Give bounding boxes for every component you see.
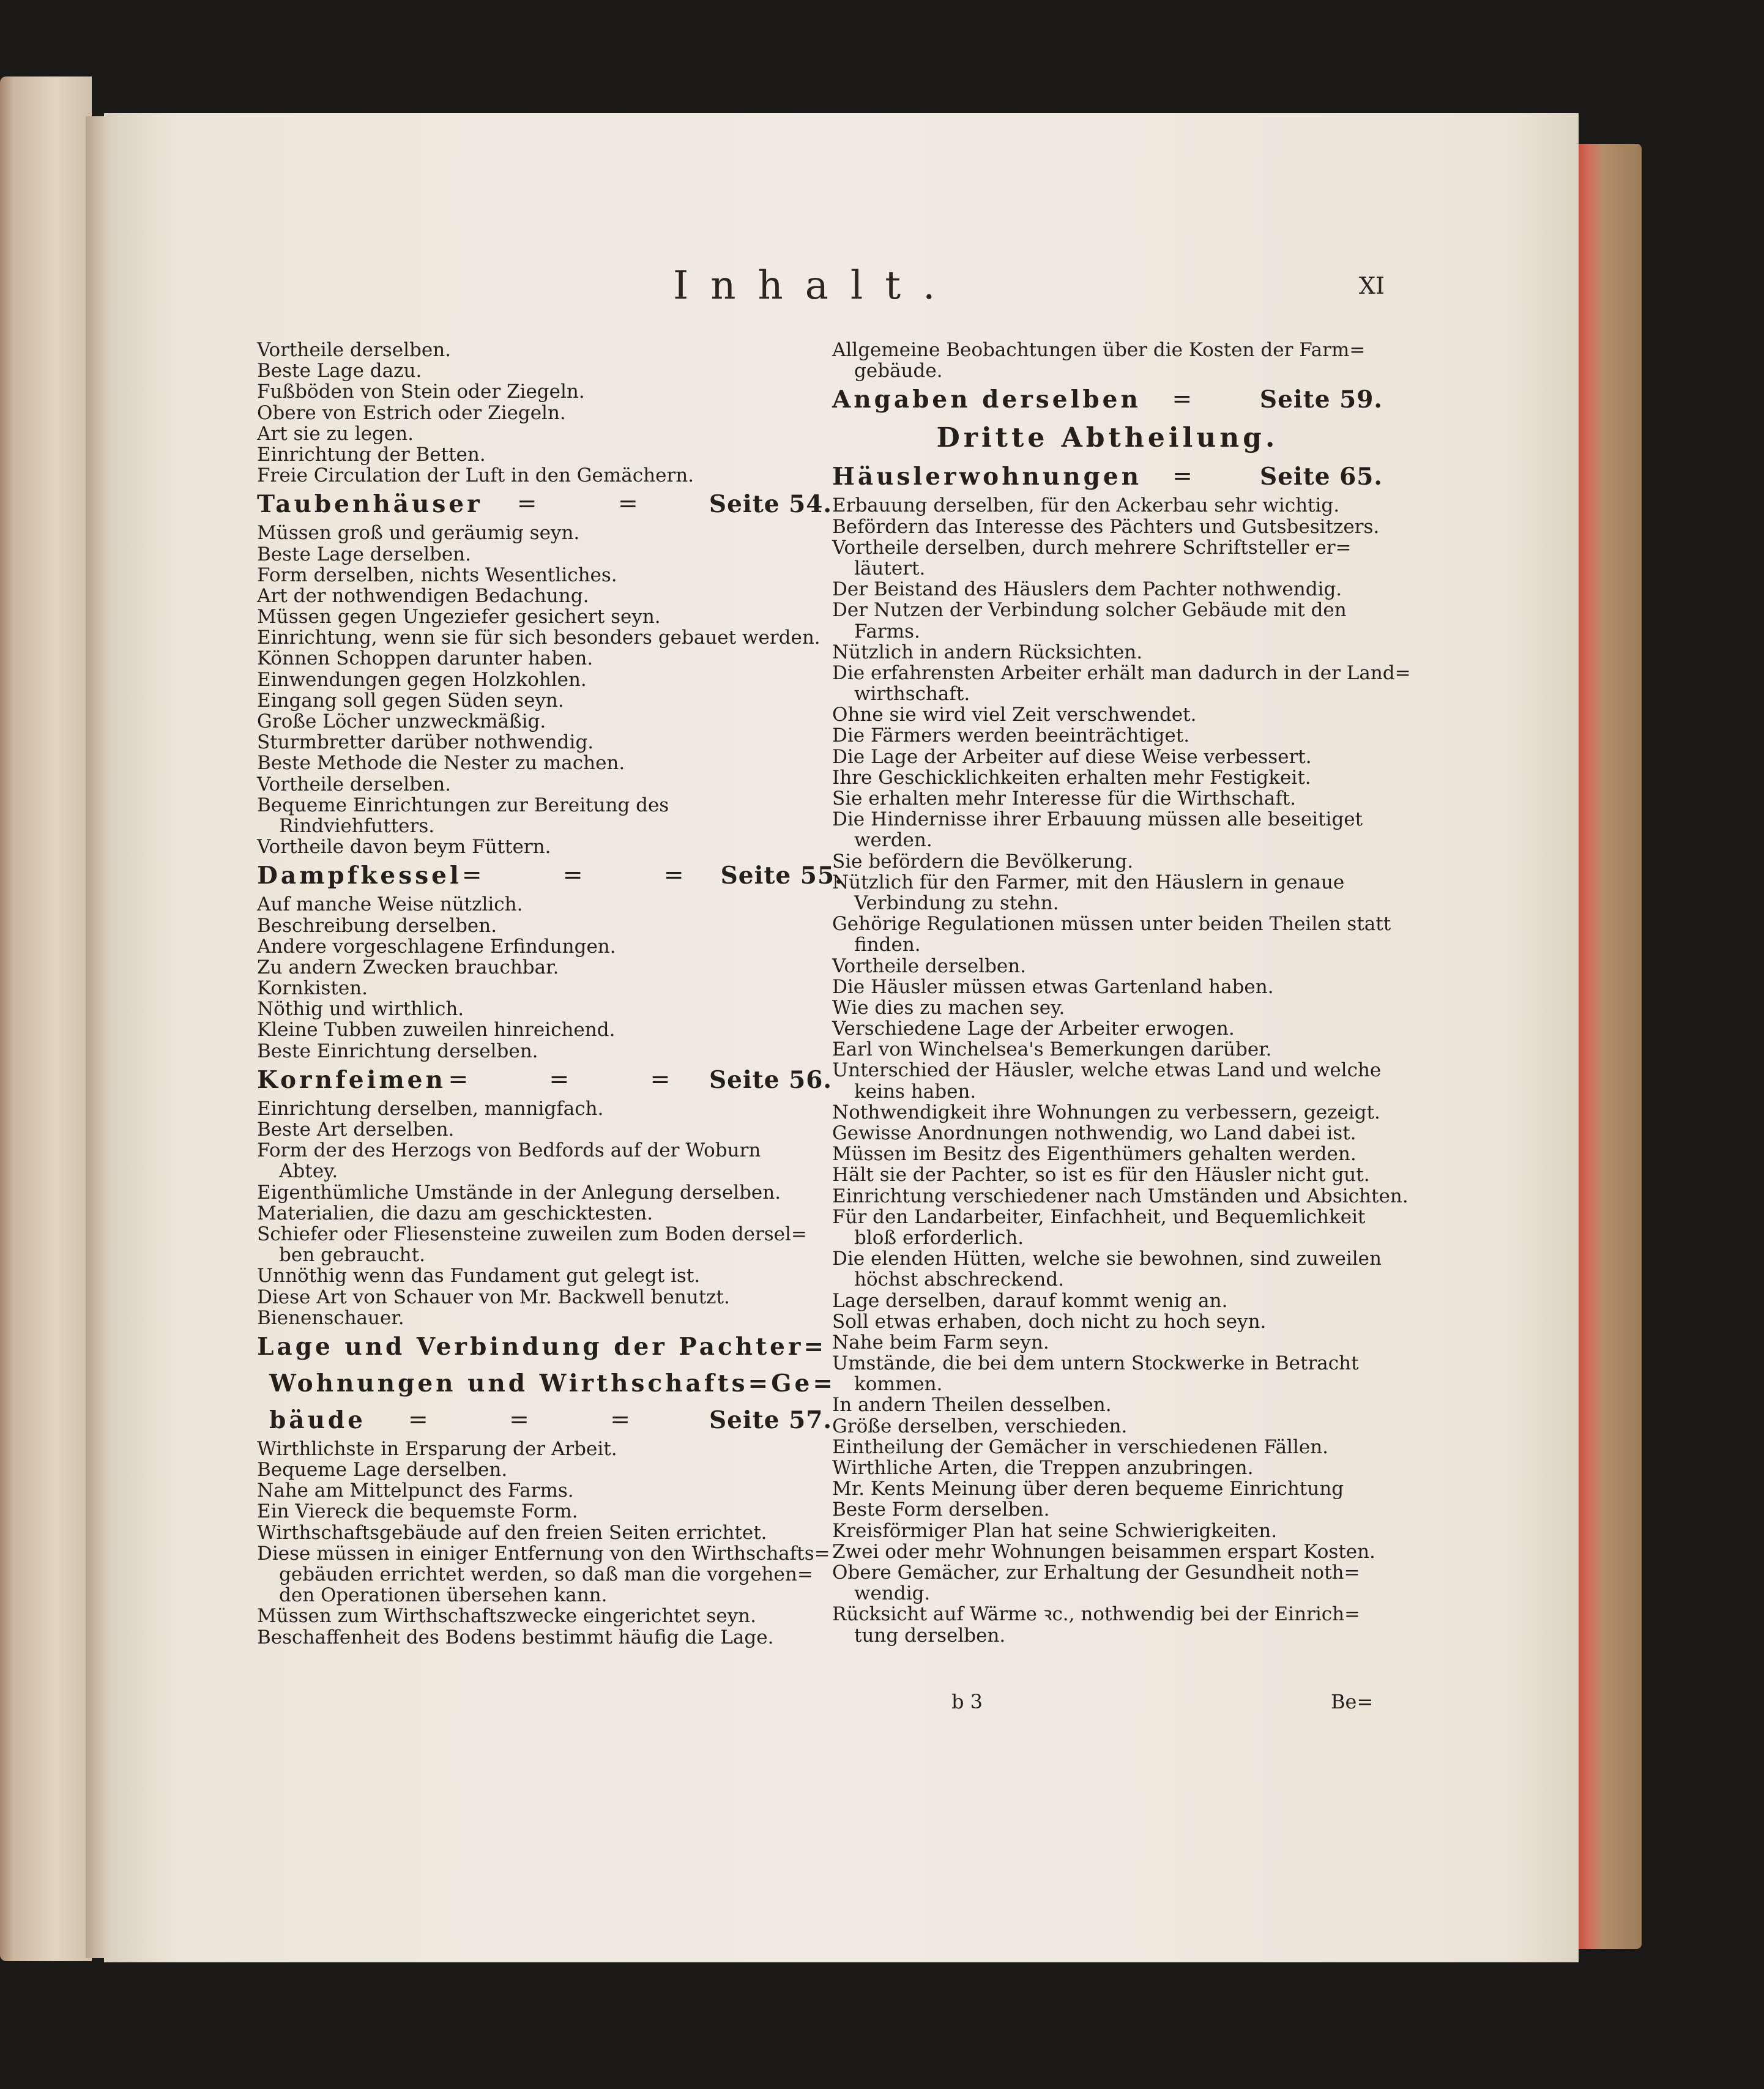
toc-entry-continuation: läutert. xyxy=(854,557,926,579)
toc-entry: Auf manche Weise nützlich. xyxy=(257,893,523,916)
toc-entry: Einwendungen gegen Holzkohlen. xyxy=(257,668,587,691)
toc-entry: Beste Lage dazu. xyxy=(257,360,422,382)
toc-entry: Einrichtung, wenn sie für sich besonders gebauet werden. xyxy=(257,627,821,649)
toc-entry-continuation: Farms. xyxy=(854,620,920,642)
toc-entry: Der Beistand des Häuslers dem Pachter nothwendig. xyxy=(832,578,1342,601)
toc-entry: Kleine Tubben zuweilen hinreichend. xyxy=(257,1019,616,1041)
section-title: Taubenhäuser xyxy=(257,490,483,519)
toc-entry: Eingang soll gegen Süden seyn. xyxy=(257,689,564,712)
toc-entry: Unterschied der Häusler, welche etwas Land und welche xyxy=(832,1059,1382,1082)
toc-entry: Vortheile davon beym Füttern. xyxy=(257,836,551,858)
toc-entry: Art sie zu legen. xyxy=(257,422,414,445)
toc-entry: Die erfahrensten Arbeiter erhält man dadurch in der Land= xyxy=(832,661,1411,684)
toc-entry: Allgemeine Beobachtungen über die Kosten der Farm= xyxy=(832,339,1366,361)
toc-entry: Die Hindernisse ihrer Erbauung müssen alle beseitiget xyxy=(832,808,1363,831)
book-gutter xyxy=(86,116,110,1958)
toc-entry: Einrichtung der Betten. xyxy=(257,443,486,466)
toc-entry: Ihre Geschicklichkeiten erhalten mehr Festigkeit. xyxy=(832,766,1311,789)
toc-entry: Form der des Herzogs von Bedfords auf der Woburn xyxy=(257,1139,761,1162)
toc-entry-continuation: Verbindung zu stehn. xyxy=(854,892,1059,914)
toc-entry: Eintheilung der Gemächer in verschiedenen Fällen. xyxy=(832,1435,1329,1458)
section-heading xyxy=(257,857,844,894)
toc-entry: Verschiedene Lage der Arbeiter erwogen. xyxy=(832,1018,1235,1040)
section-leader-dots: = = = xyxy=(448,1065,707,1093)
toc-entry: Mr. Kents Meinung über deren bequeme Einrichtung xyxy=(832,1478,1344,1500)
toc-entry: Beste Einrichtung derselben. xyxy=(257,1040,538,1062)
section-page-ref: Seite 56. xyxy=(709,1065,832,1094)
page-number: XI xyxy=(1358,272,1385,299)
toc-entry: Müssen im Besitz des Eigenthümers gehalten werden. xyxy=(832,1143,1356,1166)
toc-entry: Nöthig und wirthlich. xyxy=(257,998,464,1021)
toc-entry: Wirthlichste in Ersparung der Arbeit. xyxy=(257,1437,617,1460)
division-heading: Dritte Abtheilung. xyxy=(936,422,1279,454)
toc-entry: Gehörige Regulationen müssen unter beiden Theilen statt xyxy=(832,913,1391,936)
section-leader-dots: = = = xyxy=(408,1406,667,1434)
toc-entry: Die Häusler müssen etwas Gartenland haben. xyxy=(832,975,1274,998)
toc-entry: Beste Form derselben. xyxy=(832,1499,1050,1521)
toc-entry-continuation: kommen. xyxy=(854,1373,943,1396)
toc-entry: Können Schoppen darunter haben. xyxy=(257,647,594,670)
toc-entry-continuation: den Operationen übersehen kann. xyxy=(279,1584,608,1607)
section-heading xyxy=(832,458,1383,495)
toc-entry: Bequeme Lage derselben. xyxy=(257,1459,508,1481)
section-page-ref: Seite 54. xyxy=(709,490,832,519)
toc-entry-continuation: finden. xyxy=(854,934,921,956)
toc-entry: Für den Landarbeiter, Einfachheit, und Bequemlichkeit xyxy=(832,1205,1366,1228)
section-page-ref: Seite 55. xyxy=(720,862,844,890)
section-heading xyxy=(257,1365,836,1402)
section-leader-dots: = = = xyxy=(461,862,721,890)
toc-entry: Nahe am Mittelpunct des Farms. xyxy=(257,1480,574,1502)
section-heading xyxy=(257,1402,832,1439)
toc-entry: Beste Methode die Nester zu machen. xyxy=(257,752,625,775)
signature-mark: b 3 xyxy=(951,1690,983,1713)
toc-entry: Gewisse Anordnungen nothwendig, wo Land dabei ist. xyxy=(832,1122,1356,1144)
toc-entry: Vortheile derselben. xyxy=(257,339,452,361)
toc-entry: Sturmbretter darüber nothwendig. xyxy=(257,731,594,754)
toc-entry: Einrichtung derselben, mannigfach. xyxy=(257,1097,604,1120)
toc-entry: Ohne sie wird viel Zeit verschwendet. xyxy=(832,704,1197,726)
left-page-edge xyxy=(0,76,92,1961)
toc-entry-continuation: tung derselben. xyxy=(854,1624,1006,1647)
toc-entry: Vortheile derselben. xyxy=(832,955,1027,977)
section-heading xyxy=(257,1062,832,1098)
catchword: Be= xyxy=(1331,1690,1374,1713)
toc-entry: Zwei oder mehr Wohnungen beisammen erspart Kosten. xyxy=(832,1540,1375,1563)
toc-entry: Beste Art derselben. xyxy=(257,1119,455,1141)
toc-entry: Die elenden Hütten, welche sie bewohnen, sind zuweilen xyxy=(832,1248,1382,1270)
toc-entry: Fußböden von Stein oder Ziegeln. xyxy=(257,381,585,403)
toc-entry: Kreisförmiger Plan hat seine Schwierigkeiten. xyxy=(832,1519,1278,1542)
toc-entry-continuation: gebäude. xyxy=(854,360,943,382)
toc-entry: Bequeme Einrichtungen zur Bereitung des xyxy=(257,794,669,816)
toc-entry-continuation: keins haben. xyxy=(854,1080,977,1103)
toc-right-column xyxy=(832,339,1411,1647)
toc-entry: Wirthschaftsgebäude auf den freien Seiten errichtet. xyxy=(257,1521,767,1544)
toc-entry-continuation: wirthschaft. xyxy=(854,683,970,706)
section-leader-dots: = = xyxy=(516,490,675,518)
toc-entry: Nützlich in andern Rücksichten. xyxy=(832,641,1143,663)
toc-entry-continuation: höchst abschreckend. xyxy=(854,1268,1065,1291)
toc-entry: Form derselben, nichts Wesentliches. xyxy=(257,564,617,586)
toc-entry: Müssen gegen Ungeziefer gesichert seyn. xyxy=(257,606,661,628)
toc-entry: Die Färmers werden beeinträchtiget. xyxy=(832,724,1190,747)
toc-entry: Freie Circulation der Luft in den Gemächern. xyxy=(257,464,694,487)
toc-entry: Earl von Winchelsea's Bemerkungen darüber. xyxy=(832,1038,1272,1061)
toc-entry: Größe derselben, verschieden. xyxy=(832,1415,1128,1437)
book-cover-edge xyxy=(1576,144,1642,1949)
toc-entry: Diese müssen in einiger Entfernung von den Wirthschafts= xyxy=(257,1542,830,1565)
page-header-title: Inhalt. xyxy=(673,263,958,308)
toc-entry: Beschaffenheit des Bodens bestimmt häufig die Lage. xyxy=(257,1626,774,1648)
toc-entry: Art der nothwendigen Bedachung. xyxy=(257,584,589,607)
toc-entry: Eigenthümliche Umstände in der Anlegung derselben. xyxy=(257,1181,781,1204)
toc-entry: Diese Art von Schauer von Mr. Backwell benutzt. xyxy=(257,1286,730,1308)
toc-entry: Nothwendigkeit ihre Wohnungen zu verbessern, gezeigt. xyxy=(832,1101,1380,1123)
toc-entry: Bienenschauer. xyxy=(257,1306,404,1329)
toc-entry: Der Nutzen der Verbindung solcher Gebäude mit den xyxy=(832,599,1347,622)
toc-entry: Lage derselben, darauf kommt wenig an. xyxy=(832,1289,1228,1312)
section-leader-dots: = xyxy=(1172,385,1229,414)
toc-entry: Hält sie der Pachter, so ist es für den Häusler nicht gut. xyxy=(832,1164,1370,1186)
section-title: Lage und Verbindung der Pachter= xyxy=(257,1332,827,1361)
toc-entry-continuation: werden. xyxy=(854,829,932,852)
toc-entry: Erbauung derselben, für den Ackerbau sehr wichtig. xyxy=(832,494,1340,517)
toc-entry: Andere vorgeschlagene Erfindungen. xyxy=(257,935,616,958)
toc-entry: In andern Theilen desselben. xyxy=(832,1394,1112,1417)
section-page-ref: Seite 65. xyxy=(1259,463,1383,491)
toc-entry: Sie befördern die Bevölkerung. xyxy=(832,850,1134,873)
toc-entry: Wirthliche Arten, die Treppen anzubringen. xyxy=(832,1457,1254,1479)
section-heading xyxy=(257,486,832,523)
toc-entry: Rücksicht auf Wärme ꝛc., nothwendig bei der Einrich= xyxy=(832,1603,1361,1626)
toc-entry-continuation: ben gebraucht. xyxy=(279,1244,425,1267)
toc-entry: Ein Viereck die bequemste Form. xyxy=(257,1500,578,1523)
toc-entry-continuation: Abtey. xyxy=(279,1160,338,1183)
toc-entry: Umstände, die bei dem untern Stockwerke in Betracht xyxy=(832,1352,1359,1375)
toc-entry: Die Lage der Arbeiter auf diese Weise verbessert. xyxy=(832,745,1312,768)
section-title: Angaben derselben xyxy=(832,385,1141,414)
toc-entry-continuation: gebäuden errichtet werden, so daß man die vorgehen= xyxy=(279,1563,813,1585)
toc-entry: Obere Gemächer, zur Erhaltung der Gesundheit noth= xyxy=(832,1561,1360,1584)
toc-left-column xyxy=(257,339,844,1648)
toc-entry-continuation: bloß erforderlich. xyxy=(854,1226,1024,1249)
section-title: Dampfkessel xyxy=(257,862,462,890)
toc-entry: Beste Lage derselben. xyxy=(257,543,471,565)
toc-entry: Soll etwas erhaben, doch nicht zu hoch seyn. xyxy=(832,1310,1267,1333)
toc-entry: Kornkisten. xyxy=(257,977,368,1000)
toc-entry: Nützlich für den Farmer, mit den Häuslern in genaue xyxy=(832,871,1345,893)
section-title: Wohnungen und Wirthschafts=Ge= xyxy=(269,1369,836,1398)
section-title: bäude xyxy=(269,1406,366,1434)
toc-entry: Müssen groß und geräumig seyn. xyxy=(257,522,580,545)
toc-entry: Einrichtung verschiedener nach Umständen und Absichten. xyxy=(832,1185,1409,1207)
toc-entry-continuation: Rindviehfutters. xyxy=(279,814,435,837)
section-title: Häuslerwohnungen xyxy=(832,463,1142,491)
toc-entry: Materialien, die dazu am geschicktesten. xyxy=(257,1202,653,1224)
toc-entry: Müssen zum Wirthschaftszwecke eingerichtet seyn. xyxy=(257,1605,757,1628)
toc-entry-continuation: wendig. xyxy=(854,1582,931,1605)
section-page-ref: Seite 59. xyxy=(1259,385,1383,414)
section-title: Kornfeimen xyxy=(257,1065,446,1094)
toc-entry: Wie dies zu machen sey. xyxy=(832,996,1065,1019)
toc-entry: Unnöthig wenn das Fundament gut gelegt ist. xyxy=(257,1265,701,1287)
section-leader-dots: = xyxy=(1172,463,1229,491)
section-heading xyxy=(257,1328,832,1365)
toc-entry: Schiefer oder Fliesensteine zuweilen zum Boden dersel= xyxy=(257,1223,807,1245)
toc-entry: Sie erhalten mehr Interesse für die Wirthschaft. xyxy=(832,788,1297,810)
toc-entry: Obere von Estrich oder Ziegeln. xyxy=(257,401,566,424)
toc-entry: Große Löcher unzweckmäßig. xyxy=(257,710,546,732)
toc-entry: Zu andern Zwecken brauchbar. xyxy=(257,956,559,978)
toc-entry: Beschreibung derselben. xyxy=(257,914,497,937)
toc-entry: Nahe beim Farm seyn. xyxy=(832,1331,1049,1354)
section-page-ref: Seite 57. xyxy=(709,1406,832,1434)
toc-entry: Vortheile derselben. xyxy=(257,773,452,795)
toc-entry: Vortheile derselben, durch mehrere Schriftsteller er= xyxy=(832,536,1352,559)
toc-entry: Befördern das Interesse des Pächters und Gutsbesitzers. xyxy=(832,515,1380,538)
section-heading xyxy=(832,381,1383,418)
